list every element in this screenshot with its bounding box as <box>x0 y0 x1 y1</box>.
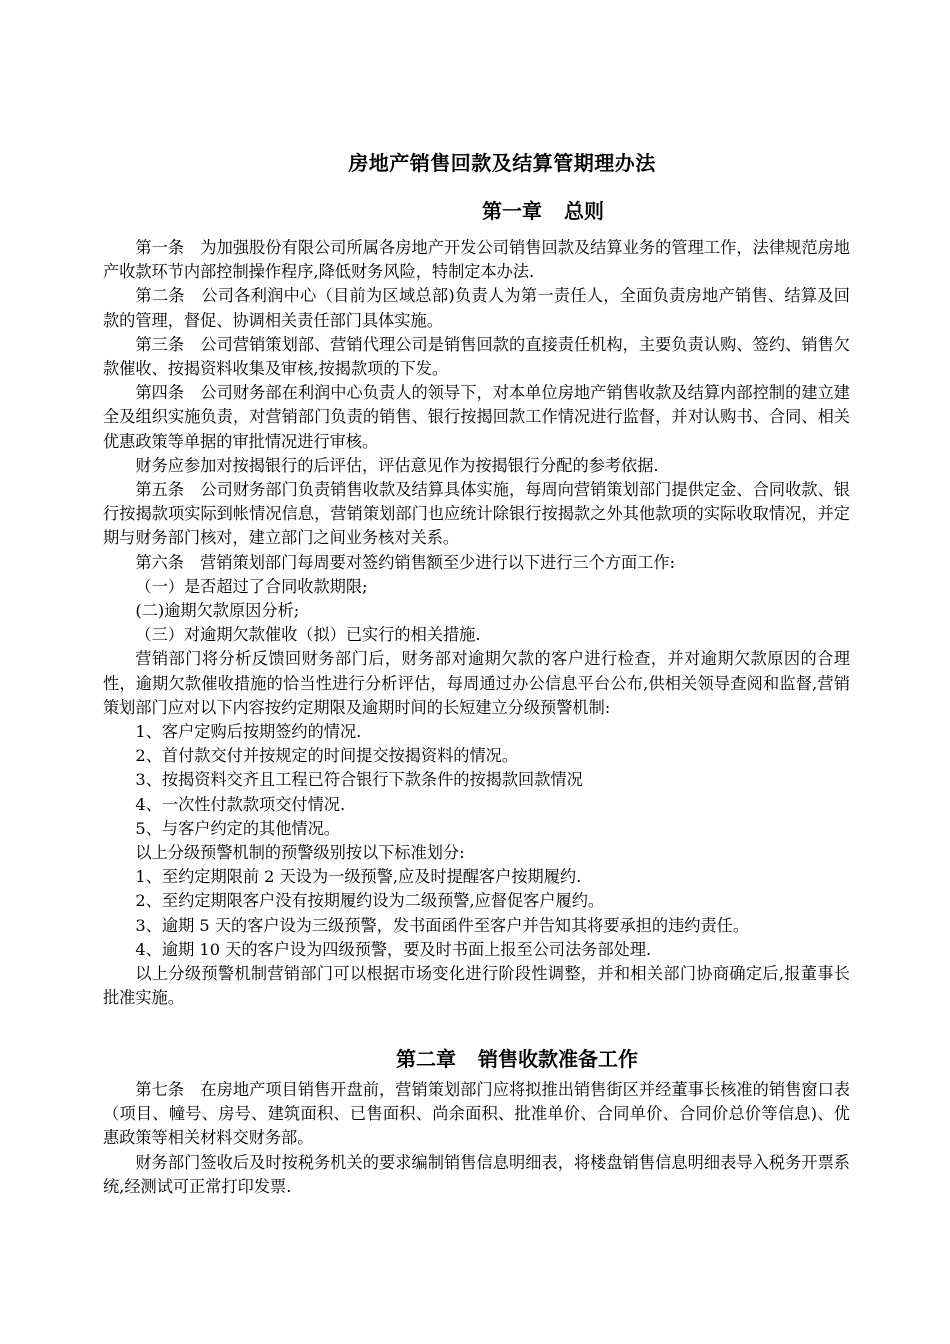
article-5-paragraph: 第五条 公司财务部门负责销售收款及结算具体实施，每周向营销策划部门提供定金、合同收款、银行按揭款项实际到帐情况信息，营销策划部门也应统计除银行按揭款之外其他款项的实际收取情况，并定期与财务部门核对，建立部门之间业务核对关系。 <box>103 480 850 548</box>
list-item: 2、至约定期限客户没有按期履约设为二级预警,应督促客户履约。 <box>135 891 605 911</box>
list-item: 4、逾期 10 天的客户设为四级预警，要及时书面上报至公司法务部处理. <box>135 939 652 959</box>
chapter-1-name: 总则 <box>564 199 604 223</box>
article-4-paragraph: 第四条 公司财务部在利润中心负责人的领导下，对本单位房地产销售收款及结算内部控制的建立建全及组织实施负责，对营销部门负责的销售、银行按揭回款工作情况进行监督，并对认购书、合同、相关优惠政策等单据的审批情况进行审核。 <box>103 383 850 451</box>
chapter-2-heading <box>0 1043 950 1072</box>
list-item: （三）对逾期欠款催收（拟）已实行的相关措施. <box>135 625 481 645</box>
list-item: （一）是否超过了合同收款期限; <box>135 576 368 596</box>
chapter-2-name: 销售收款准备工作 <box>478 1047 638 1071</box>
article-7-paragraph: 第七条 在房地产项目销售开盘前，营销策划部门应将拟推出销售街区并经董事长核准的销售窗口表（项目、幢号、房号、建筑面积、已售面积、尚余面积、批准单价、合同单价、合同价总价等信息)、优惠政策等相关材料交财务部。 <box>103 1080 850 1148</box>
chapter-1-body <box>103 236 850 1011</box>
article-2-paragraph: 第二条 公司各利润中心（目前为区域总部)负责人为第一责任人，全面负责房地产销售、结算及回款的管理，督促、协调相关责任部门具体实施。 <box>103 286 850 330</box>
list-item: 5、与客户约定的其他情况。 <box>135 818 340 838</box>
list-item: 3、逾期 5 天的客户设为三级预警，发书面函件至客户并告知其将要承担的违约责任。 <box>135 915 750 935</box>
list-item: 1、至约定期限前 2 天设为一级预警,应及时提醒客户按期履约. <box>135 867 582 887</box>
paragraph: 财务部门签收后及时按税务机关的要求编制销售信息明细表，将楼盘销售信息明细表导入税务开票系统,经测试可正常打印发票. <box>103 1152 850 1196</box>
article-3-paragraph: 第三条 公司营销策划部、营销代理公司是销售回款的直接责任机构，主要负责认购、签约、销售欠款催收、按揭资料收集及审核,按揭款项的下发。 <box>103 334 850 379</box>
chapter-1-heading <box>0 195 950 224</box>
paragraph: 财务应参加对按揭银行的后评估，评估意见作为按揭银行分配的参考依据. <box>135 455 659 475</box>
document-title: 房地产销售回款及结算管期理办法 <box>348 151 656 175</box>
chapter-2-body <box>103 1078 850 1199</box>
list-item: 2、首付款交付并按规定的时间提交按揭资料的情况。 <box>135 746 519 766</box>
paragraph: 以上分级预警机制营销部门可以根据市场变化进行阶段性调整，并和相关部门协商确定后,报董事长批准实施。 <box>103 964 850 1008</box>
paragraph: 以上分级预警机制的预警级别按以下标准划分: <box>135 843 465 863</box>
list-item: 4、一次性付款款项交付情况. <box>135 794 346 814</box>
paragraph: 营销部门将分析反馈回财务部门后，财务部对逾期欠款的客户进行检查，并对逾期欠款原因的合理性，逾期欠款催收措施的恰当性进行分析评估，每周通过办公信息平台公布,供相关领导查阅和监督,营销策划部门应对以下内容按约定期限及逾期时间的长短建立分级预警机制: <box>103 649 850 717</box>
article-6-paragraph: 第六条 营销策划部门每周要对签约销售额至少进行以下进行三个方面工作: <box>135 552 676 572</box>
article-1-paragraph: 第一条 为加强股份有限公司所属各房地产开发公司销售回款及结算业务的管理工作，法律规范房地产收款环节内部控制操作程序,降低财务风险，特制定本办法. <box>103 238 850 282</box>
list-item: 1、客户定购后按期签约的情况. <box>135 722 362 742</box>
chapter-1-label: 第一章 <box>482 199 542 223</box>
list-item: (二)逾期欠款原因分析; <box>135 601 300 621</box>
list-item: 3、按揭资料交齐且工程已符合银行下款条件的按揭款回款情况 <box>135 770 583 790</box>
chapter-2-label: 第二章 <box>396 1047 456 1071</box>
